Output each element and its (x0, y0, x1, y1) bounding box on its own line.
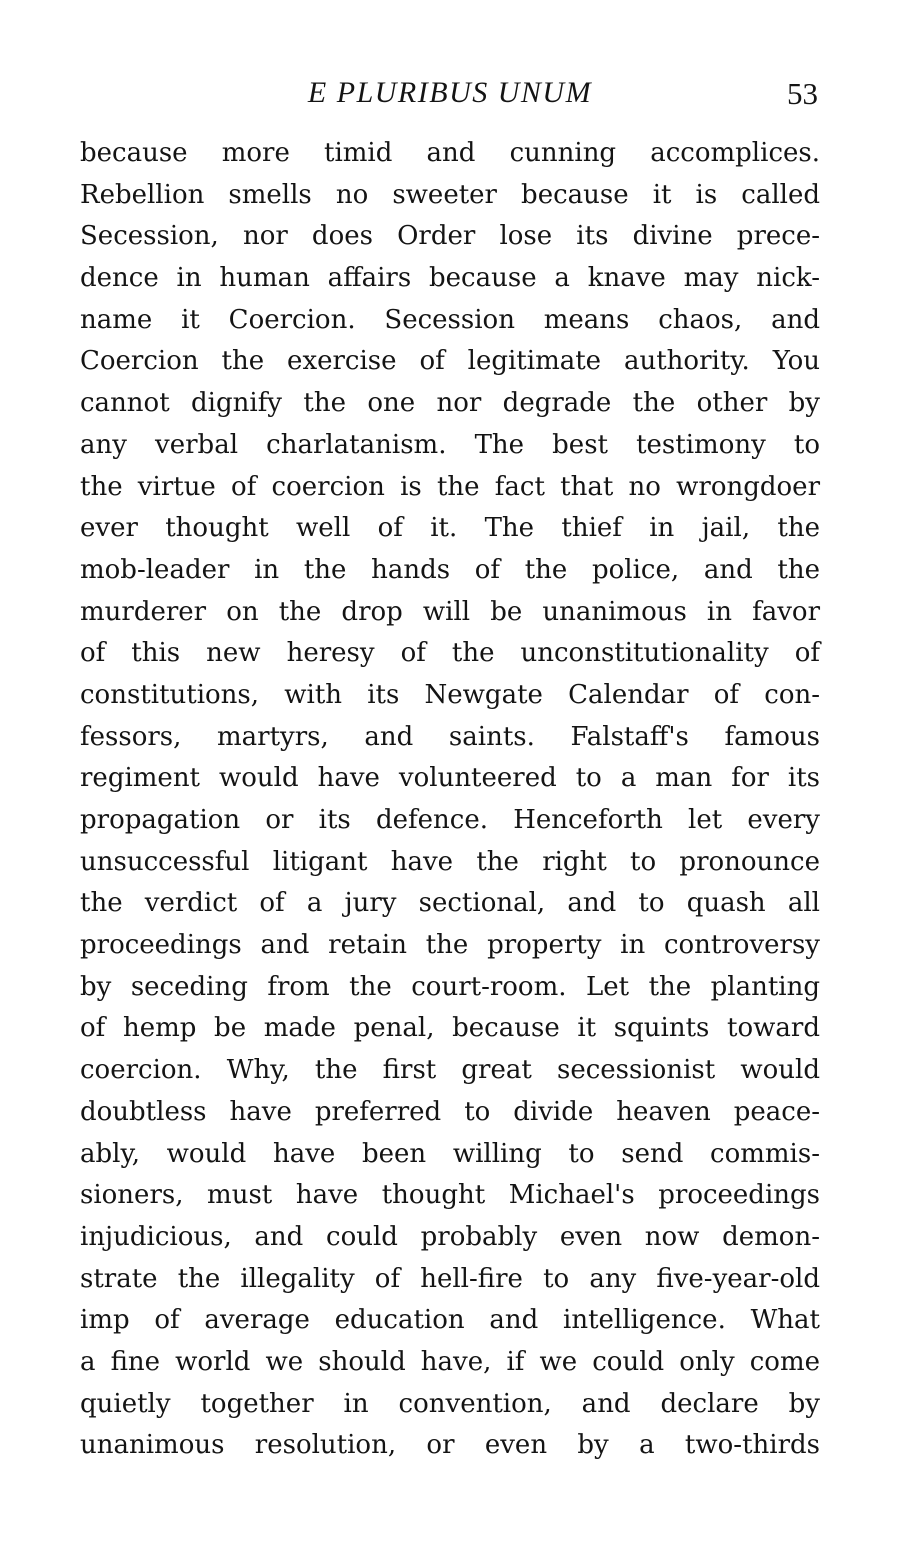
running-title: E PLURIBUS UNUM (307, 76, 593, 109)
text-line: propagation or its defence. Henceforth let every (80, 805, 820, 835)
text-line: unanimous resolution, or even by a two-thirds (80, 1430, 820, 1461)
text-line: cannot dignify the one nor degrade the other by (80, 388, 820, 419)
text-line: injudicious, and could probably even now demon- (80, 1221, 820, 1252)
text-line: Coercion the exercise of legitimate authority. You (80, 346, 820, 377)
running-head (80, 74, 820, 118)
text-line: of hemp be made penal, because it squints toward (80, 1013, 820, 1044)
text-line: doubtless have preferred to divide heaven peace- (80, 1096, 820, 1127)
text-line: ever thought well of it. The thief in jail, the (80, 513, 820, 544)
body-text (80, 133, 820, 1467)
text-line: the verdict of a jury sectional, and to quash all (80, 888, 820, 919)
text-line: mob-leader in the hands of the police, and the (80, 554, 820, 585)
text-line: coercion. Why, the first great secessionist would (80, 1055, 820, 1086)
text-line: sioners, must have thought Michael's proceedings (80, 1180, 820, 1211)
text-line: murderer on the drop will be unanimous in favor (80, 596, 820, 627)
text-line: name it Coercion. Secession means chaos, and (80, 304, 820, 335)
text-line: constitutions, with its Newgate Calendar of con- (80, 679, 820, 710)
text-line: regiment would have volunteered to a man for its (80, 763, 820, 794)
text-line: ably, would have been willing to send commis- (80, 1138, 820, 1169)
text-line: a fine world we should have, if we could only come (80, 1346, 820, 1377)
text-line: imp of average education and intelligence. What (80, 1305, 820, 1336)
text-line: Rebellion smells no sweeter because it is called (80, 179, 820, 210)
text-line: any verbal charlatanism. The best testimony to (80, 429, 820, 460)
text-line: dence in human affairs because a knave may nick- (80, 263, 820, 294)
text-line: because more timid and cunning accomplices. (80, 138, 820, 168)
text-line: quietly together in convention, and declare by (80, 1388, 820, 1419)
text-line: fessors, martyrs, and saints. Falstaff's famous (80, 721, 820, 752)
text-line: unsuccessful litigant have the right to pronounce (80, 846, 820, 877)
text-line: the virtue of coercion is the fact that no wrongdoer (80, 471, 820, 502)
text-line: by seceding from the court-room. Let the planting (80, 971, 820, 1002)
page-number: 53 (787, 76, 818, 111)
text-line: proceedings and retain the property in controversy (80, 930, 820, 961)
text-line: of this new heresy of the unconstitutionality of (80, 638, 820, 669)
text-line: Secession, nor does Order lose its divine prece- (80, 221, 820, 252)
text-line: strate the illegality of hell-fire to any five-year-old (80, 1263, 820, 1294)
